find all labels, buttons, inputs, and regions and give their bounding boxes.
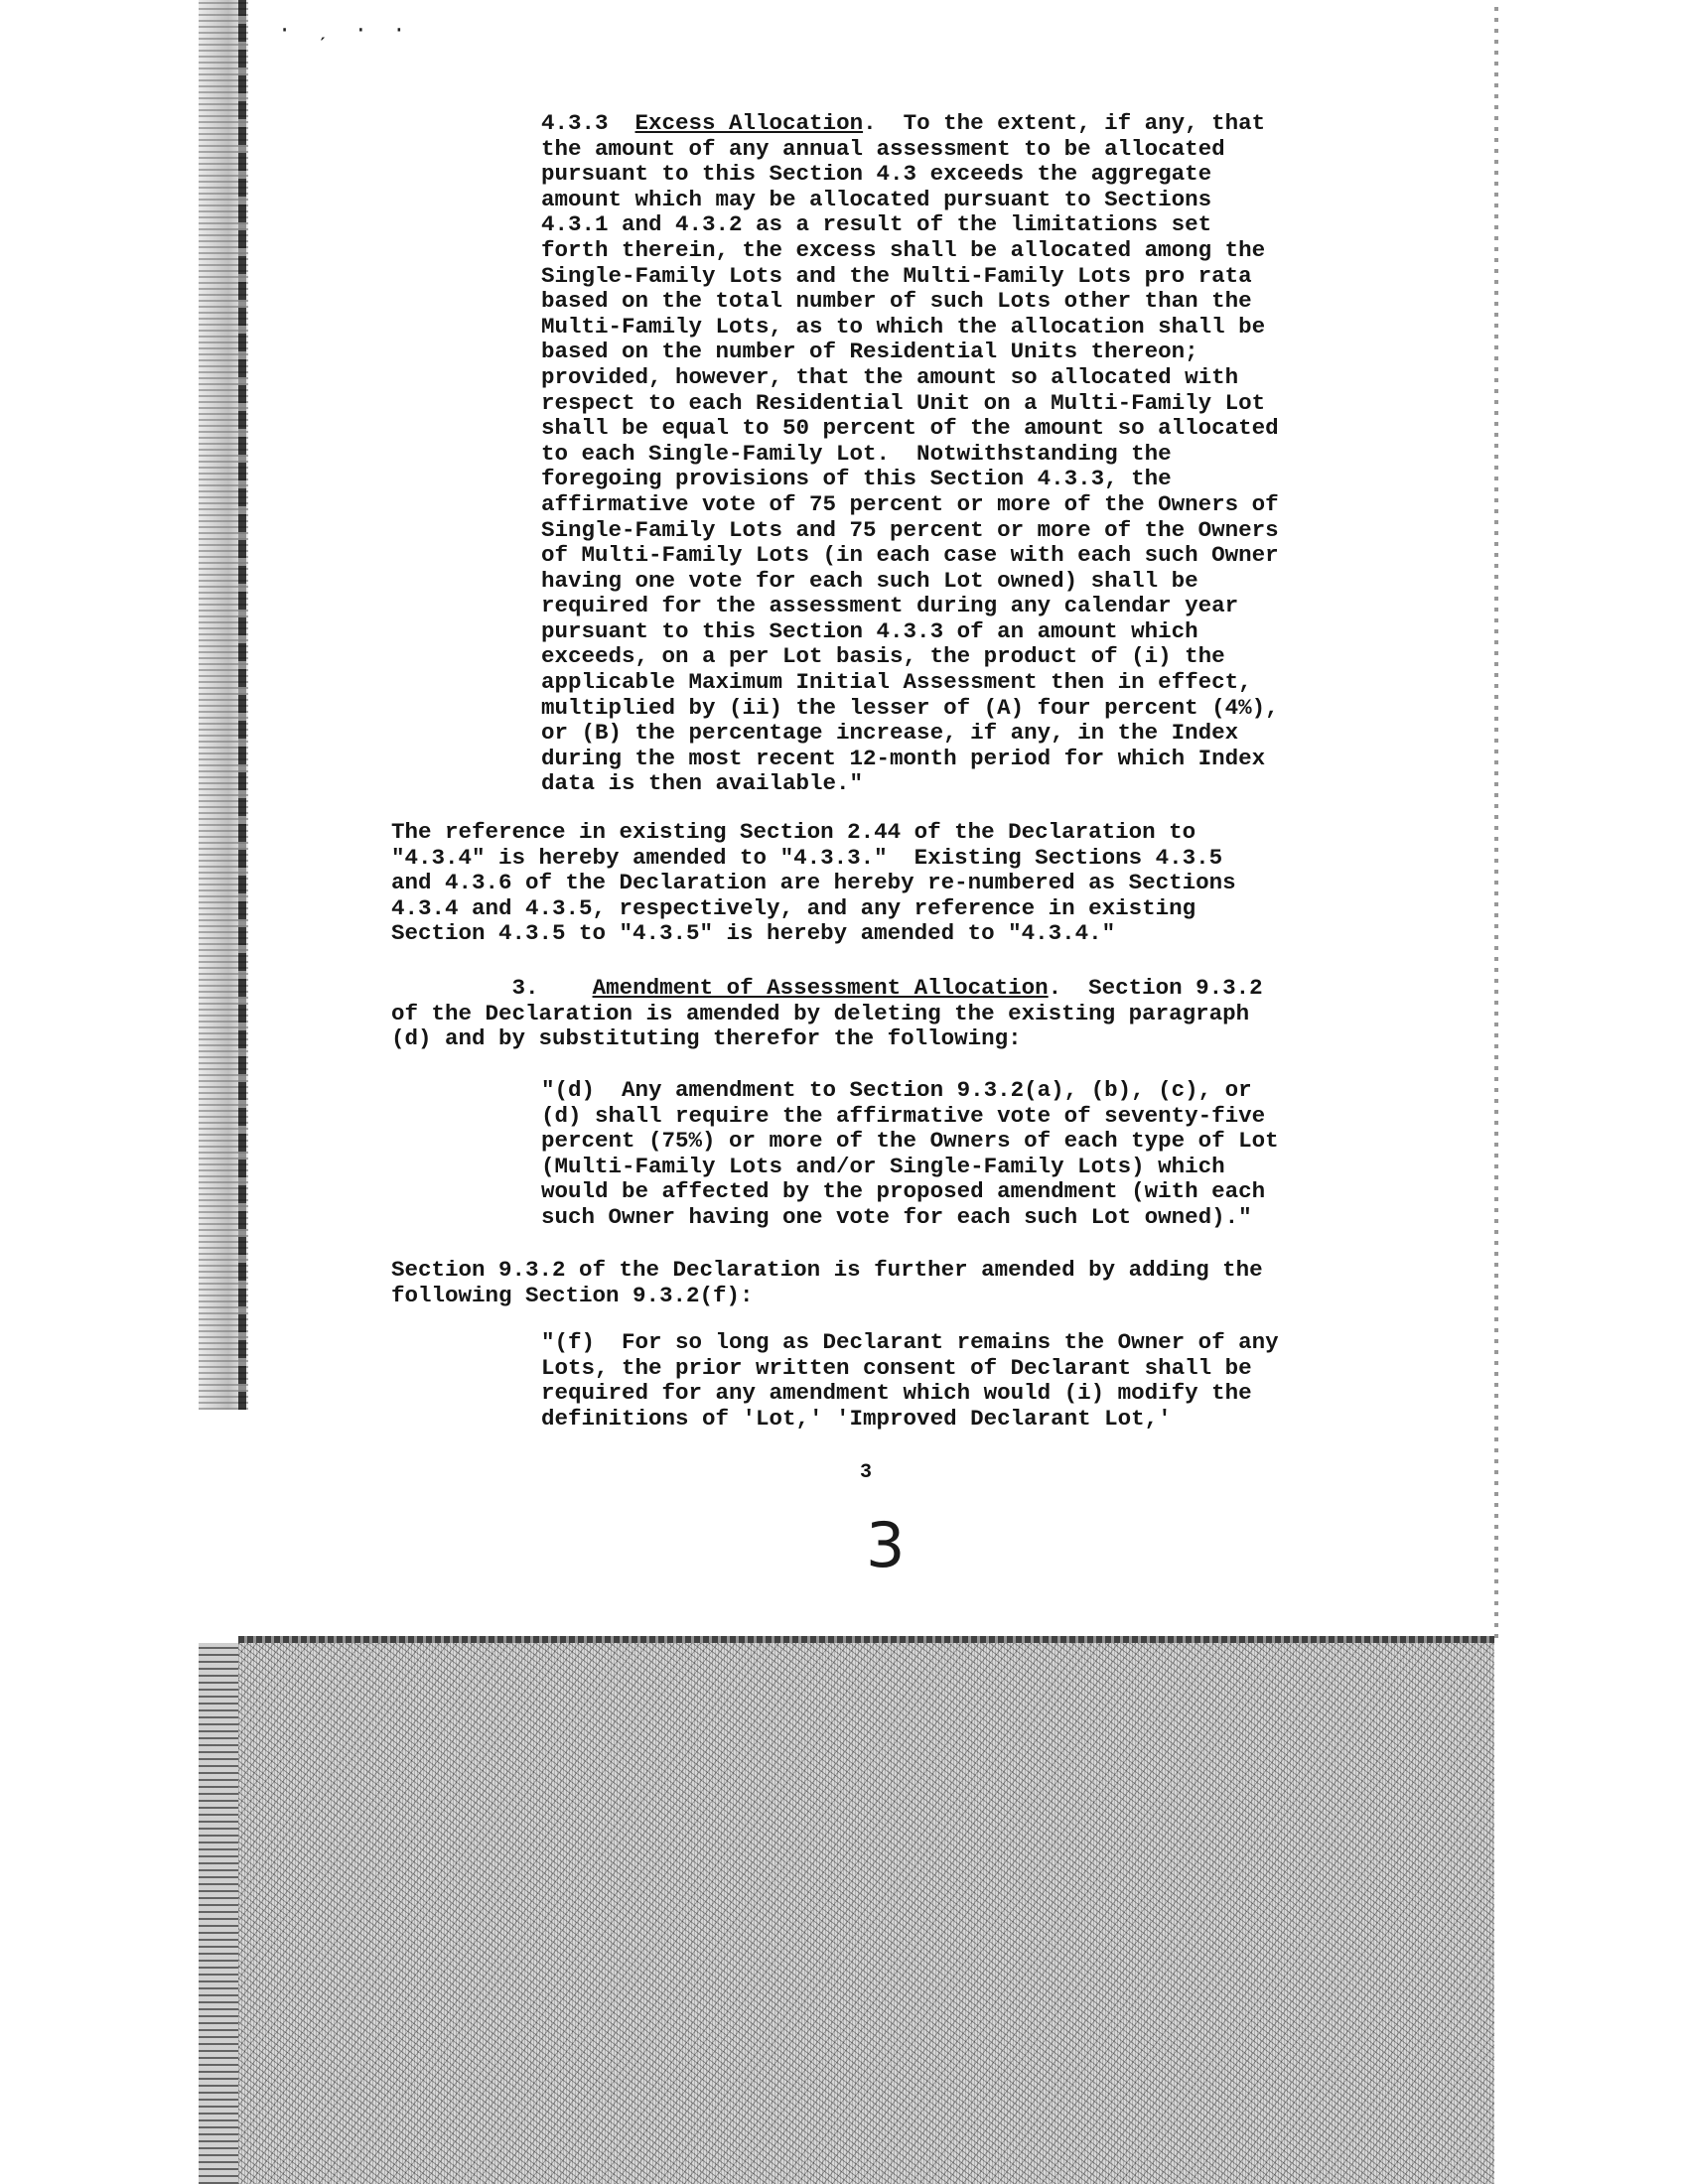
section-4-3-3-line: respect to each Residential Unit on a Multi-Family Lot: [541, 389, 1266, 416]
section-4-3-3-line: Single-Family Lots and 75 percent or more of the Owners: [541, 516, 1279, 543]
paragraph-d-line: "(d) Any amendment to Section 9.3.2(a), (b), (c), or: [541, 1077, 1252, 1103]
renumber-line: 4.3.4 and 4.3.5, respectively, and any reference in existing: [391, 894, 1196, 921]
scan-noise-left: [199, 1643, 238, 2184]
section-4-3-3-line: forth therein, the excess shall be allocated among the: [541, 236, 1266, 263]
renumber-line: and 4.3.6 of the Declaration are hereby re-numbered as Sections: [391, 870, 1236, 896]
section-4-3-3-line: during the most recent 12-month period for which Index: [541, 745, 1266, 771]
paragraph-d-line: (d) shall require the affirmative vote of seventy-five: [541, 1102, 1266, 1129]
renumber-paragraph: [391, 820, 1236, 947]
section-4-3-3-line: 4.3.1 and 4.3.2 as a result of the limitations set: [541, 211, 1212, 238]
paragraph-d-line: (Multi-Family Lots and/or Single-Family Lots) which: [541, 1153, 1225, 1179]
section-4-3-3-number: 4.3.3: [541, 110, 609, 136]
section-3-line: (d) and by substituting therefor the following:: [391, 1025, 1022, 1052]
paragraph-d-line: would be affected by the proposed amendment (with each: [541, 1178, 1266, 1205]
section-4-3-3-line: Single-Family Lots and the Multi-Family Lots pro rata: [541, 262, 1252, 289]
typed-page-number: 3: [860, 1461, 873, 1484]
paragraph-f-line: required for any amendment which would (i) modify the: [541, 1380, 1252, 1407]
scan-specks: · ˏ · ·: [278, 18, 412, 43]
section-4-3-3-line: data is then available.": [541, 770, 864, 797]
section-4-3-3-line: affirmative vote of 75 percent or more of the Owners of: [541, 490, 1279, 517]
section-4-3-3-line: the amount of any annual assessment to be allocated: [541, 135, 1225, 162]
paragraph-d-line: such Owner having one vote for each such Lot owned).": [541, 1203, 1252, 1230]
paragraph-d-line: percent (75%) or more of the Owners of each type of Lot: [541, 1128, 1279, 1155]
section-4-3-3-line: to each Single-Family Lot. Notwithstanding the: [541, 440, 1172, 467]
paragraph-d: [541, 1078, 1279, 1231]
section-4-3-3-line: provided, however, that the amount so allocated with: [541, 363, 1239, 390]
section-3-number: 3.: [511, 975, 539, 1001]
section-4-3-3-line: of Multi-Family Lots (in each case with each such Owner: [541, 542, 1279, 569]
scan-binding-edge: [238, 0, 246, 1410]
further-amended-line: following Section 9.3.2(f):: [391, 1282, 754, 1308]
section-4-3-3-line: foregoing provisions of this Section 4.3.3, the: [541, 466, 1172, 492]
paragraph-f-line: "(f) For so long as Declarant remains the Owner of any: [541, 1329, 1279, 1355]
section-4-3-3-line: applicable Maximum Initial Assessment then in effect,: [541, 669, 1252, 696]
section-4-3-3-line: shall be equal to 50 percent of the amount so allocated: [541, 415, 1279, 442]
section-4-3-3-title: Excess Allocation: [634, 110, 864, 136]
section-3-title: Amendment of Assessment Allocation: [592, 975, 1049, 1001]
section-4-3-3-line: based on the total number of such Lots other than the: [541, 288, 1252, 315]
section-3-line: of the Declaration is amended by deleting the existing paragraph: [391, 1000, 1250, 1026]
section-4-3-3-line: based on the number of Residential Units thereon;: [541, 339, 1198, 365]
section-4-3-3-line: or (B) the percentage increase, if any, in the Index: [541, 720, 1239, 747]
section-4-3-3-line: pursuant to this Section 4.3 exceeds the aggregate: [541, 161, 1212, 188]
paragraph-f: [541, 1330, 1279, 1432]
section-4-3-3-first-line: . To the extent, if any, that: [863, 110, 1266, 136]
handwritten-page-number: 3: [866, 1509, 906, 1581]
section-3-paragraph: [391, 976, 1263, 1052]
section-4-3-3-line: having one vote for each such Lot owned) shall be: [541, 567, 1198, 594]
renumber-line: The reference in existing Section 2.44 of the Declaration to: [391, 819, 1196, 845]
section-4-3-3-line: Multi-Family Lots, as to which the allocation shall be: [541, 313, 1266, 340]
paragraph-f-line: Lots, the prior written consent of Declarant shall be: [541, 1354, 1252, 1381]
renumber-line: Section 4.3.5 to "4.3.5" is hereby amended to "4.3.4.": [391, 920, 1116, 947]
paragraph-f-line: definitions of 'Lot,' 'Improved Declarant Lot,': [541, 1405, 1172, 1432]
further-amended-line: Section 9.3.2 of the Declaration is further amended by adding the: [391, 1257, 1263, 1283]
scan-right-edge: [1494, 0, 1498, 1638]
section-4-3-3: [541, 111, 1279, 797]
further-amended-paragraph: [391, 1258, 1263, 1308]
section-4-3-3-line: pursuant to this Section 4.3.3 of an amount which: [541, 617, 1198, 644]
section-4-3-3-line: multiplied by (ii) the lesser of (A) four percent (4%),: [541, 694, 1279, 721]
section-3-first-line: . Section 9.3.2: [1048, 975, 1263, 1001]
renumber-line: "4.3.4" is hereby amended to "4.3.3." Existing Sections 4.3.5: [391, 844, 1223, 871]
scan-noise-area: [238, 1643, 1494, 2184]
section-4-3-3-line: required for the assessment during any calendar year: [541, 593, 1239, 619]
section-4-3-3-line: exceeds, on a per Lot basis, the product of (i) the: [541, 643, 1225, 670]
section-4-3-3-line: amount which may be allocated pursuant to Sections: [541, 186, 1212, 212]
